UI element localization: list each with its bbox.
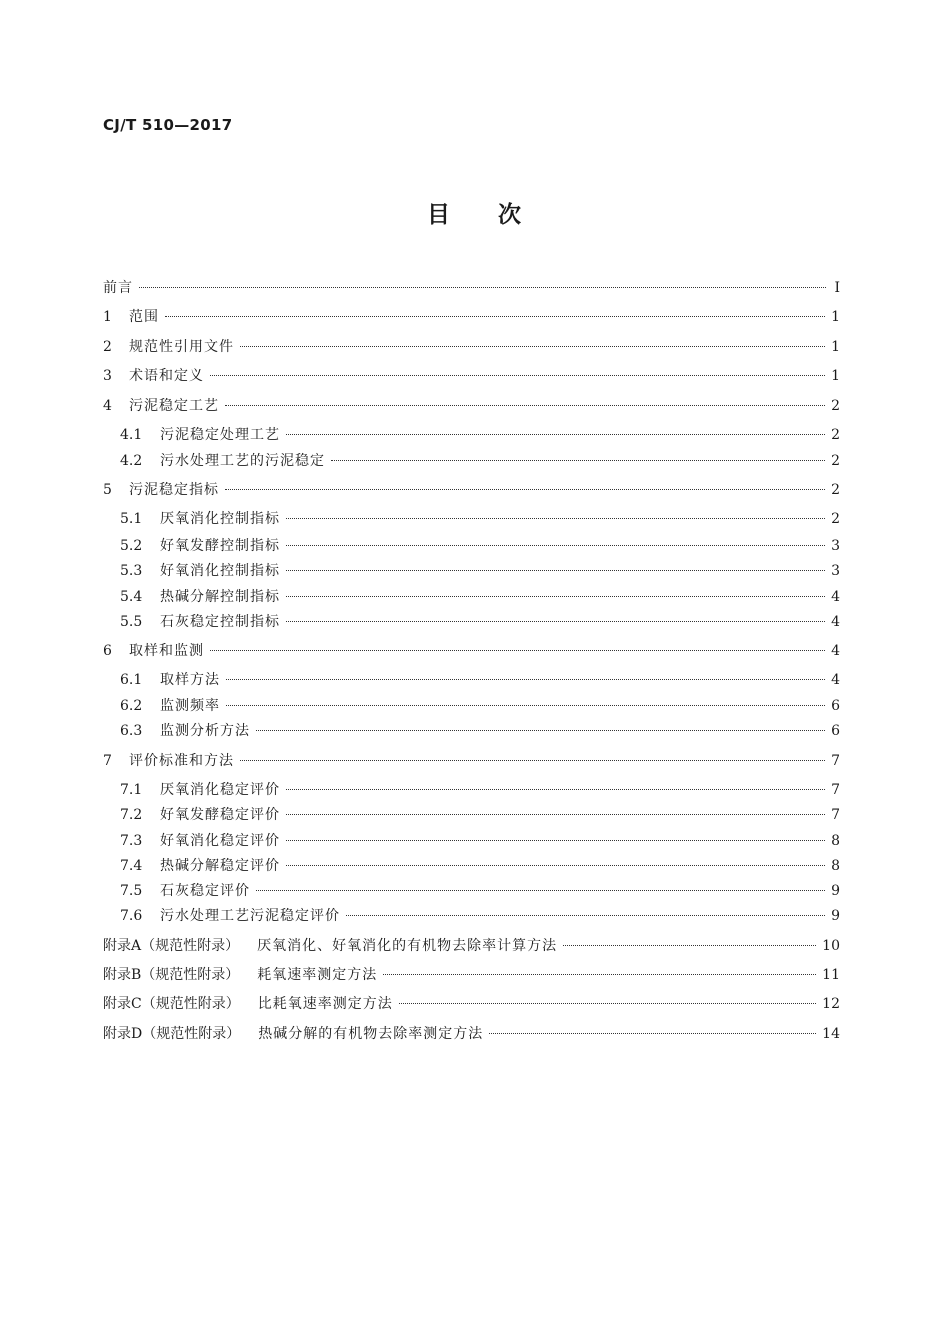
toc-entry-title: 耗氧速率测定方法 [257,967,378,983]
toc-dot-leader [165,315,825,317]
toc-entry-page: 2 [831,398,840,414]
toc-entry-page: 7 [831,807,840,823]
toc-entry-number: 5 [103,482,112,498]
toc-entry-page: Ⅰ [834,280,840,296]
page-title [0,196,950,229]
toc-entry[interactable] [120,831,840,851]
toc-entry-page: 2 [831,511,840,527]
toc-entry-number: 7.1 [120,782,143,798]
toc-entry[interactable] [103,307,840,327]
toc-dot-leader [240,345,825,347]
toc-entry-number: 1 [103,309,112,325]
toc-entry-page: 7 [831,782,840,798]
toc-entry-number: 7.3 [120,833,143,849]
toc-entry-page: 4 [831,589,840,605]
toc-entry-number: 5.1 [120,511,143,527]
toc-entry-number: 4.2 [120,453,143,469]
toc-entry-number: 6.3 [120,723,143,739]
toc-entry-title: 好氧消化稳定评价 [160,833,280,849]
toc-entry-title: 评价标准和方法 [129,753,234,769]
toc-entry-number: 5.5 [120,614,143,630]
toc-entry-page: 3 [831,538,840,554]
toc-entry[interactable] [103,366,840,386]
toc-entry[interactable] [103,965,840,985]
toc-entry-number: 6.1 [120,672,143,688]
toc-entry[interactable] [103,1024,840,1044]
toc-entry-number: 6.2 [120,698,143,714]
toc-dot-leader [286,839,825,841]
toc-entry-page: 3 [831,563,840,579]
toc-entry[interactable] [120,780,840,800]
toc-entry-page: 6 [831,698,840,714]
toc-entry-number: 7.5 [120,883,143,899]
toc-entry-number: 3 [103,368,112,384]
toc-dot-leader [383,973,816,975]
toc-entry[interactable] [120,561,840,581]
toc-entry[interactable] [120,509,840,529]
toc-entry-number: 7 [103,753,112,769]
toc-entry-page: 1 [831,309,840,325]
toc-dot-leader [286,433,825,435]
toc-dot-leader [286,569,825,571]
toc-entry-title: 取样方法 [160,672,220,688]
toc-entry-title: 取样和监测 [129,643,204,659]
toc-entry-title: 好氧发酵控制指标 [160,538,280,554]
toc-entry-title: 污水处理工艺的污泥稳定 [160,453,325,469]
toc-dot-leader [225,488,825,490]
toc-entry-number: 4.1 [120,427,143,443]
toc-dot-leader [286,620,825,622]
toc-entry-number: 附录D（规范性附录） [103,1026,241,1042]
toc-dot-leader [286,813,825,815]
toc-entry[interactable] [120,451,840,471]
toc-entry-number: 7.2 [120,807,143,823]
toc-entry-title: 好氧消化控制指标 [160,563,280,579]
toc-entry-number: 7.4 [120,858,143,874]
toc-entry-page: 2 [831,482,840,498]
toc-entry-page: 1 [831,339,840,355]
toc-entry-title: 污泥稳定指标 [129,482,219,498]
toc-entry-page: 9 [831,883,840,899]
toc-entry[interactable] [103,751,840,771]
toc-dot-leader [226,678,825,680]
toc-dot-leader [286,864,825,866]
standard-code: CJ/T 510—2017 [103,116,233,134]
toc-entry-title: 热碱分解稳定评价 [160,858,280,874]
toc-dot-leader [346,914,825,916]
toc-entry-number: 2 [103,339,112,355]
toc-entry-title: 厌氧消化稳定评价 [160,782,280,798]
toc-entry-page: 7 [831,753,840,769]
toc-entry-number: 4 [103,398,112,414]
toc-entry[interactable] [120,587,840,607]
toc-dot-leader [286,544,825,546]
toc-dot-leader [240,759,825,761]
toc-entry[interactable] [120,612,840,632]
title-part-2: 次 [498,202,523,228]
toc-dot-leader [286,788,825,790]
toc-entry-title: 污水处理工艺污泥稳定评价 [160,908,340,924]
toc-dot-leader [399,1002,816,1004]
toc-entry-number: 附录C（规范性附录） [103,996,240,1012]
toc-entry-title: 范围 [129,309,159,325]
toc-dot-leader [226,704,825,706]
toc-entry-page: 9 [831,908,840,924]
toc-entry-number: 5.4 [120,589,143,605]
toc-entry-page: 4 [831,643,840,659]
toc-entry-title: 石灰稳定控制指标 [160,614,280,630]
toc-entry-title: 污泥稳定工艺 [129,398,219,414]
toc-entry-page: 4 [831,614,840,630]
toc-entry-page: 8 [831,833,840,849]
toc-entry-page: 10 [822,938,840,954]
toc-entry-title: 规范性引用文件 [129,339,234,355]
toc-entry-page: 4 [831,672,840,688]
toc-dot-leader [256,729,825,731]
toc-dot-leader [286,595,825,597]
toc-entry[interactable] [103,936,840,956]
toc-entry-page: 1 [831,368,840,384]
toc-entry[interactable] [120,696,840,716]
toc-dot-leader [286,517,825,519]
toc-entry-title: 热碱分解控制指标 [160,589,280,605]
toc-entry-title: 好氧发酵稳定评价 [160,807,280,823]
toc-dot-leader [139,286,826,288]
toc-entry-title: 厌氧消化、好氧消化的有机物去除率计算方法 [257,938,558,954]
toc-entry[interactable] [103,994,840,1014]
toc-entry-page: 8 [831,858,840,874]
toc-entry-number: 附录A（规范性附录） [103,938,240,954]
toc-dot-leader [563,944,816,946]
toc-entry[interactable] [120,425,840,445]
toc-entry[interactable] [120,906,840,926]
toc-entry-title: 厌氧消化控制指标 [160,511,280,527]
toc-entry[interactable] [103,641,840,661]
toc-entry-number: 5.3 [120,563,143,579]
toc-entry-title: 前言 [103,280,133,296]
toc-entry-page: 2 [831,427,840,443]
toc-entry[interactable] [103,337,840,357]
toc-entry[interactable] [120,721,840,741]
toc-entry-number: 附录B（规范性附录） [103,967,240,983]
toc-dot-leader [331,459,825,461]
toc-entry-title: 石灰稳定评价 [160,883,250,899]
toc-entry-page: 12 [822,996,840,1012]
toc-dot-leader [256,889,825,891]
toc-entry[interactable] [120,670,840,690]
toc-dot-leader [210,374,825,376]
toc-entry[interactable] [103,396,840,416]
toc-dot-leader [210,649,825,651]
toc-entry[interactable] [120,536,840,556]
toc-entry-title: 比耗氧速率测定方法 [257,996,393,1012]
toc-entry-page: 11 [822,967,840,983]
toc-entry-number: 6 [103,643,112,659]
toc-entry-number: 5.2 [120,538,143,554]
toc-entry-title: 术语和定义 [129,368,204,384]
toc-entry[interactable] [103,278,840,298]
toc-entry-page: 6 [831,723,840,739]
toc-entry-number: 7.6 [120,908,143,924]
toc-entry-page: 2 [831,453,840,469]
toc-entry-title: 监测频率 [160,698,220,714]
toc-entry[interactable] [103,480,840,500]
toc-entry-title: 污泥稳定处理工艺 [160,427,280,443]
toc-dot-leader [489,1032,816,1034]
toc-entry[interactable] [120,856,840,876]
toc-entry-page: 14 [822,1026,840,1042]
toc-dot-leader [225,404,825,406]
toc-entry[interactable] [120,881,840,901]
toc-entry-title: 热碱分解的有机物去除率测定方法 [258,1026,484,1042]
toc-entry[interactable] [120,805,840,825]
toc-entry-title: 监测分析方法 [160,723,250,739]
title-part-1: 目 [427,202,452,228]
